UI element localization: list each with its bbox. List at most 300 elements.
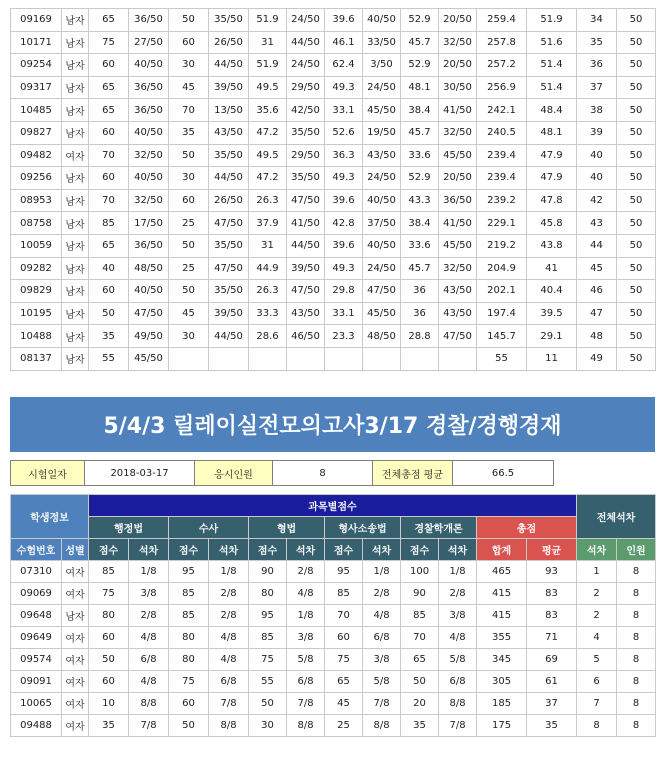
total-average-value: 66.5 xyxy=(453,461,554,486)
table-cell: 40/50 xyxy=(129,280,169,303)
table-cell: 여자 xyxy=(62,627,89,649)
table-cell: 30/50 xyxy=(439,76,477,99)
table-cell: 55 xyxy=(477,347,527,370)
rank-header: 석차 xyxy=(287,539,325,561)
table-cell: 49.5 xyxy=(249,144,287,167)
table-row xyxy=(11,649,656,671)
table-cell: 41/50 xyxy=(287,212,325,235)
table-cell: 20/50 xyxy=(439,167,477,190)
table-cell: 49.5 xyxy=(249,76,287,99)
table-cell xyxy=(363,347,401,370)
table-cell: 09574 xyxy=(11,649,62,671)
table-row xyxy=(11,189,656,212)
table-cell: 47/50 xyxy=(129,302,169,325)
table-cell: 47/50 xyxy=(287,189,325,212)
subject-scores-header: 과목별점수 xyxy=(89,495,577,517)
table-cell: 33.1 xyxy=(325,302,363,325)
table-cell: 65 xyxy=(89,76,129,99)
table-cell: 44/50 xyxy=(209,167,249,190)
total-header: 총점 xyxy=(477,517,577,539)
table-cell: 28.6 xyxy=(249,325,287,348)
table-cell: 61 xyxy=(527,671,577,693)
table-cell: 2 xyxy=(577,605,617,627)
table-cell: 50 xyxy=(89,649,129,671)
table-row xyxy=(11,31,656,54)
table-cell: 남자 xyxy=(62,302,89,325)
table-cell: 39.6 xyxy=(325,234,363,257)
table-cell: 69 xyxy=(527,649,577,671)
table-cell: 8 xyxy=(617,561,656,583)
table-cell: 75 xyxy=(169,671,209,693)
subject-header: 경찰학개론 xyxy=(401,517,477,539)
table-cell: 10065 xyxy=(11,693,62,715)
table-cell: 33.6 xyxy=(401,144,439,167)
table-cell: 43/50 xyxy=(439,302,477,325)
total-average-label: 전체총점 평균 xyxy=(373,461,453,486)
table-cell: 31 xyxy=(249,234,287,257)
table-cell: 39.6 xyxy=(325,189,363,212)
table-cell: 40/50 xyxy=(363,189,401,212)
table-cell: 4/8 xyxy=(439,627,477,649)
table-cell: 10485 xyxy=(11,99,62,122)
table-cell: 51.4 xyxy=(527,54,577,77)
table-cell: 46/50 xyxy=(287,325,325,348)
subject-header: 행정법 xyxy=(89,517,169,539)
table-cell: 85 xyxy=(169,605,209,627)
table-cell: 50 xyxy=(617,167,656,190)
table-cell: 35/50 xyxy=(287,167,325,190)
table-cell: 45.8 xyxy=(527,212,577,235)
table-cell: 8/8 xyxy=(129,693,169,715)
table-row xyxy=(11,561,656,583)
student-info-header: 학생정보 xyxy=(11,495,89,539)
persons-header: 인원 xyxy=(617,539,656,561)
table-cell: 8 xyxy=(617,649,656,671)
table-cell: 39.5 xyxy=(527,302,577,325)
table-cell: 20/50 xyxy=(439,54,477,77)
table-cell: 5/8 xyxy=(439,649,477,671)
table-cell: 39/50 xyxy=(287,257,325,280)
table-cell: 71 xyxy=(527,627,577,649)
table-cell: 43/50 xyxy=(439,280,477,303)
table-cell: 20/50 xyxy=(439,9,477,32)
table-cell: 8 xyxy=(617,605,656,627)
table-cell: 25 xyxy=(169,257,209,280)
table-cell: 85 xyxy=(89,561,129,583)
table-cell: 60 xyxy=(89,167,129,190)
table-cell: 239.2 xyxy=(477,189,527,212)
table-cell: 27/50 xyxy=(129,31,169,54)
table-cell: 37.9 xyxy=(249,212,287,235)
table-cell: 51.9 xyxy=(527,9,577,32)
table-cell: 70 xyxy=(325,605,363,627)
table-cell: 32/50 xyxy=(439,257,477,280)
table-cell: 48/50 xyxy=(363,325,401,348)
table-cell: 남자 xyxy=(62,121,89,144)
table-row xyxy=(11,347,656,370)
table-cell: 2 xyxy=(577,583,617,605)
table-cell: 39.6 xyxy=(325,9,363,32)
table-cell: 8 xyxy=(617,671,656,693)
table-cell: 남자 xyxy=(62,212,89,235)
table-cell: 50 xyxy=(617,54,656,77)
table-cell: 47.9 xyxy=(527,167,577,190)
table-cell: 7/8 xyxy=(129,715,169,737)
table-cell: 50 xyxy=(617,189,656,212)
table-cell: 52.9 xyxy=(401,54,439,77)
table-row xyxy=(11,234,656,257)
page-title: 5/4/3 릴레이실전모의고사3/17 경찰/경행경재 xyxy=(10,397,655,452)
table-cell: 60 xyxy=(325,627,363,649)
table-cell: 49.3 xyxy=(325,167,363,190)
table-cell: 47/50 xyxy=(209,212,249,235)
table-cell xyxy=(169,347,209,370)
table-cell: 10171 xyxy=(11,31,62,54)
table-cell: 25 xyxy=(325,715,363,737)
table-cell: 51.6 xyxy=(527,31,577,54)
table-cell: 415 xyxy=(477,583,527,605)
table-cell: 95 xyxy=(249,605,287,627)
table-cell: 45 xyxy=(577,257,617,280)
subject-header: 수사 xyxy=(169,517,249,539)
table-cell: 93 xyxy=(527,561,577,583)
table-cell: 35 xyxy=(89,715,129,737)
table-cell xyxy=(249,347,287,370)
table-row xyxy=(11,212,656,235)
table-cell: 33.1 xyxy=(325,99,363,122)
table-cell: 256.9 xyxy=(477,76,527,99)
table-cell: 09254 xyxy=(11,54,62,77)
table-cell: 4/8 xyxy=(287,583,325,605)
table-cell: 35 xyxy=(89,325,129,348)
table-cell: 80 xyxy=(169,627,209,649)
table-cell: 30 xyxy=(169,325,209,348)
table-cell: 70 xyxy=(169,99,209,122)
table-cell: 75 xyxy=(249,649,287,671)
table-cell: 11 xyxy=(527,347,577,370)
table-cell: 240.5 xyxy=(477,121,527,144)
table-cell: 6 xyxy=(577,671,617,693)
table-cell: 24/50 xyxy=(287,54,325,77)
table-cell: 47.2 xyxy=(249,167,287,190)
table-cell: 4/8 xyxy=(209,627,249,649)
table-cell: 2/8 xyxy=(129,605,169,627)
table-row xyxy=(11,302,656,325)
table-cell: 1 xyxy=(577,561,617,583)
table-cell: 60 xyxy=(169,189,209,212)
table-cell: 29.1 xyxy=(527,325,577,348)
table-cell: 8/8 xyxy=(287,715,325,737)
table-cell: 43.8 xyxy=(527,234,577,257)
table-cell: 38.4 xyxy=(401,99,439,122)
table-cell: 80 xyxy=(249,583,287,605)
table-cell: 239.4 xyxy=(477,167,527,190)
table-cell: 여자 xyxy=(62,693,89,715)
table-cell: 36 xyxy=(401,302,439,325)
table-row xyxy=(11,121,656,144)
table-cell: 33.6 xyxy=(401,234,439,257)
table-cell: 8 xyxy=(617,715,656,737)
table-cell: 24/50 xyxy=(287,9,325,32)
table-cell: 45.7 xyxy=(401,31,439,54)
table-cell: 남자 xyxy=(62,257,89,280)
table-cell: 47/50 xyxy=(363,280,401,303)
overall-rank-header: 전체석차 xyxy=(577,495,656,539)
table-cell: 13/50 xyxy=(209,99,249,122)
table-row xyxy=(11,257,656,280)
table-cell: 31 xyxy=(249,31,287,54)
table-cell: 90 xyxy=(401,583,439,605)
table-cell: 24/50 xyxy=(363,167,401,190)
table-cell: 35 xyxy=(527,715,577,737)
table-cell: 43.3 xyxy=(401,189,439,212)
table-cell xyxy=(439,347,477,370)
table-cell: 45 xyxy=(325,693,363,715)
table-cell: 49/50 xyxy=(129,325,169,348)
table-cell: 175 xyxy=(477,715,527,737)
table-cell: 26/50 xyxy=(209,189,249,212)
table-cell: 52.9 xyxy=(401,9,439,32)
table-cell: 36/50 xyxy=(129,99,169,122)
table-cell: 7/8 xyxy=(209,693,249,715)
table-cell: 4/8 xyxy=(129,671,169,693)
table-cell: 75 xyxy=(89,31,129,54)
table-cell: 51.9 xyxy=(249,9,287,32)
table-cell: 47 xyxy=(577,302,617,325)
table-cell: 44.9 xyxy=(249,257,287,280)
table-cell: 23.3 xyxy=(325,325,363,348)
table-cell: 5 xyxy=(577,649,617,671)
table-cell: 남자 xyxy=(62,605,89,627)
table-cell: 09091 xyxy=(11,671,62,693)
table-cell: 4 xyxy=(577,627,617,649)
table-cell: 50 xyxy=(617,234,656,257)
table-cell: 08758 xyxy=(11,212,62,235)
table-cell: 09317 xyxy=(11,76,62,99)
score-header: 점수 xyxy=(169,539,209,561)
table-cell: 32/50 xyxy=(129,144,169,167)
table-cell: 145.7 xyxy=(477,325,527,348)
table-cell: 65 xyxy=(325,671,363,693)
table-cell: 50 xyxy=(617,280,656,303)
table-cell: 6/8 xyxy=(439,671,477,693)
table-cell: 44/50 xyxy=(209,54,249,77)
exam-date-value: 2018-03-17 xyxy=(85,461,195,486)
table-cell: 여자 xyxy=(62,715,89,737)
table-cell: 09827 xyxy=(11,121,62,144)
table-cell: 30 xyxy=(249,715,287,737)
table-cell: 40 xyxy=(577,144,617,167)
table-cell: 1/8 xyxy=(287,605,325,627)
table-cell: 52.6 xyxy=(325,121,363,144)
table-cell: 35/50 xyxy=(209,144,249,167)
table-cell: 35 xyxy=(577,31,617,54)
table-cell: 38 xyxy=(577,99,617,122)
table-cell: 30 xyxy=(169,54,209,77)
subject-header: 형법 xyxy=(249,517,325,539)
table-cell: 52.9 xyxy=(401,167,439,190)
table-cell: 62.4 xyxy=(325,54,363,77)
table-row xyxy=(11,9,656,32)
table-row xyxy=(11,627,656,649)
table-cell: 60 xyxy=(89,671,129,693)
table-row xyxy=(11,325,656,348)
table-cell: 41/50 xyxy=(439,99,477,122)
table-cell: 229.1 xyxy=(477,212,527,235)
table-cell: 26/50 xyxy=(209,31,249,54)
table-row xyxy=(11,76,656,99)
table-cell: 2/8 xyxy=(209,605,249,627)
table-cell: 32/50 xyxy=(129,189,169,212)
table-cell: 09649 xyxy=(11,627,62,649)
table-cell: 남자 xyxy=(62,31,89,54)
table-cell: 43/50 xyxy=(363,144,401,167)
table-cell: 40.4 xyxy=(527,280,577,303)
table-cell: 40/50 xyxy=(129,54,169,77)
subject-header: 형사소송법 xyxy=(325,517,401,539)
table-cell: 36 xyxy=(577,54,617,77)
table-cell: 305 xyxy=(477,671,527,693)
table-cell: 남자 xyxy=(62,99,89,122)
table-cell: 4/8 xyxy=(129,627,169,649)
results-table xyxy=(10,494,656,737)
table-cell: 6/8 xyxy=(209,671,249,693)
table-cell: 8/8 xyxy=(363,715,401,737)
table-cell: 여자 xyxy=(62,144,89,167)
table-cell: 50 xyxy=(169,144,209,167)
table-cell: 50 xyxy=(617,9,656,32)
table-cell: 남자 xyxy=(62,325,89,348)
table-cell: 80 xyxy=(169,649,209,671)
table-cell: 40/50 xyxy=(129,167,169,190)
table-cell: 20 xyxy=(401,693,439,715)
table-cell: 345 xyxy=(477,649,527,671)
table-cell: 7 xyxy=(577,693,617,715)
table-cell: 45/50 xyxy=(129,347,169,370)
table-cell: 36/50 xyxy=(129,9,169,32)
table-cell: 40/50 xyxy=(363,234,401,257)
table-cell: 09282 xyxy=(11,257,62,280)
table-cell: 35 xyxy=(401,715,439,737)
table-cell: 60 xyxy=(89,54,129,77)
table-cell: 45 xyxy=(169,302,209,325)
table-cell: 85 xyxy=(401,605,439,627)
table-cell: 47/50 xyxy=(287,280,325,303)
table-cell: 09482 xyxy=(11,144,62,167)
table-cell: 1/8 xyxy=(129,561,169,583)
table-cell: 09648 xyxy=(11,605,62,627)
table-row xyxy=(11,671,656,693)
table-cell: 6/8 xyxy=(363,627,401,649)
table-cell: 36 xyxy=(401,280,439,303)
table-cell: 42.8 xyxy=(325,212,363,235)
table-cell: 48/50 xyxy=(129,257,169,280)
table-cell: 19/50 xyxy=(363,121,401,144)
table-cell: 60 xyxy=(89,121,129,144)
table-cell: 51.4 xyxy=(527,76,577,99)
table-cell: 37 xyxy=(577,76,617,99)
exam-date-label: 시험일자 xyxy=(11,461,85,486)
table-cell: 1/8 xyxy=(439,561,477,583)
table-cell: 35 xyxy=(169,121,209,144)
table-cell: 43/50 xyxy=(287,302,325,325)
rank-header: 석차 xyxy=(209,539,249,561)
table-cell: 50 xyxy=(617,257,656,280)
table-cell: 5/8 xyxy=(363,671,401,693)
table-cell: 47/50 xyxy=(439,325,477,348)
examinee-count-label: 응시인원 xyxy=(195,461,273,486)
table-cell: 50 xyxy=(617,76,656,99)
table-cell: 48.1 xyxy=(401,76,439,99)
table-row xyxy=(11,167,656,190)
table-cell: 50 xyxy=(169,280,209,303)
table-cell: 50 xyxy=(169,234,209,257)
table-cell: 65 xyxy=(89,9,129,32)
table-cell: 45/50 xyxy=(363,302,401,325)
table-cell: 65 xyxy=(401,649,439,671)
table-cell: 35/50 xyxy=(209,234,249,257)
table-cell: 45/50 xyxy=(439,144,477,167)
table-cell: 6/8 xyxy=(129,649,169,671)
table-cell: 242.1 xyxy=(477,99,527,122)
table-cell: 50 xyxy=(401,671,439,693)
table-cell: 60 xyxy=(169,31,209,54)
table-cell: 10488 xyxy=(11,325,62,348)
exam-info-table xyxy=(10,460,554,486)
table-cell: 85 xyxy=(249,627,287,649)
table-cell: 45 xyxy=(169,76,209,99)
table-cell: 100 xyxy=(401,561,439,583)
table-cell: 24/50 xyxy=(363,257,401,280)
table-cell: 45.7 xyxy=(401,121,439,144)
table-cell: 202.1 xyxy=(477,280,527,303)
table-cell: 남자 xyxy=(62,9,89,32)
table-cell: 75 xyxy=(325,649,363,671)
table-cell: 2/8 xyxy=(209,583,249,605)
table-cell: 남자 xyxy=(62,76,89,99)
table-cell: 30 xyxy=(169,167,209,190)
table-row xyxy=(11,693,656,715)
table-cell: 여자 xyxy=(62,671,89,693)
table-cell: 10 xyxy=(89,693,129,715)
table-cell: 48 xyxy=(577,325,617,348)
table-cell: 40 xyxy=(577,167,617,190)
table-cell: 8 xyxy=(617,627,656,649)
table-cell: 60 xyxy=(89,280,129,303)
table-cell: 41/50 xyxy=(439,212,477,235)
table-cell: 여자 xyxy=(62,561,89,583)
table-cell: 28.8 xyxy=(401,325,439,348)
table-cell: 08953 xyxy=(11,189,62,212)
overall-rank-col-header: 석차 xyxy=(577,539,617,561)
table-cell: 25 xyxy=(169,212,209,235)
table-cell: 35.6 xyxy=(249,99,287,122)
table-cell: 09069 xyxy=(11,583,62,605)
table-cell: 415 xyxy=(477,605,527,627)
table-cell: 50 xyxy=(617,31,656,54)
score-header: 점수 xyxy=(249,539,287,561)
table-cell: 07310 xyxy=(11,561,62,583)
table-cell xyxy=(287,347,325,370)
table-cell: 17/50 xyxy=(129,212,169,235)
table-cell: 29/50 xyxy=(287,76,325,99)
table-cell: 8/8 xyxy=(439,693,477,715)
table-cell: 남자 xyxy=(62,234,89,257)
table-cell: 10195 xyxy=(11,302,62,325)
table-cell: 257.2 xyxy=(477,54,527,77)
table-cell: 1/8 xyxy=(363,561,401,583)
table-cell: 355 xyxy=(477,627,527,649)
